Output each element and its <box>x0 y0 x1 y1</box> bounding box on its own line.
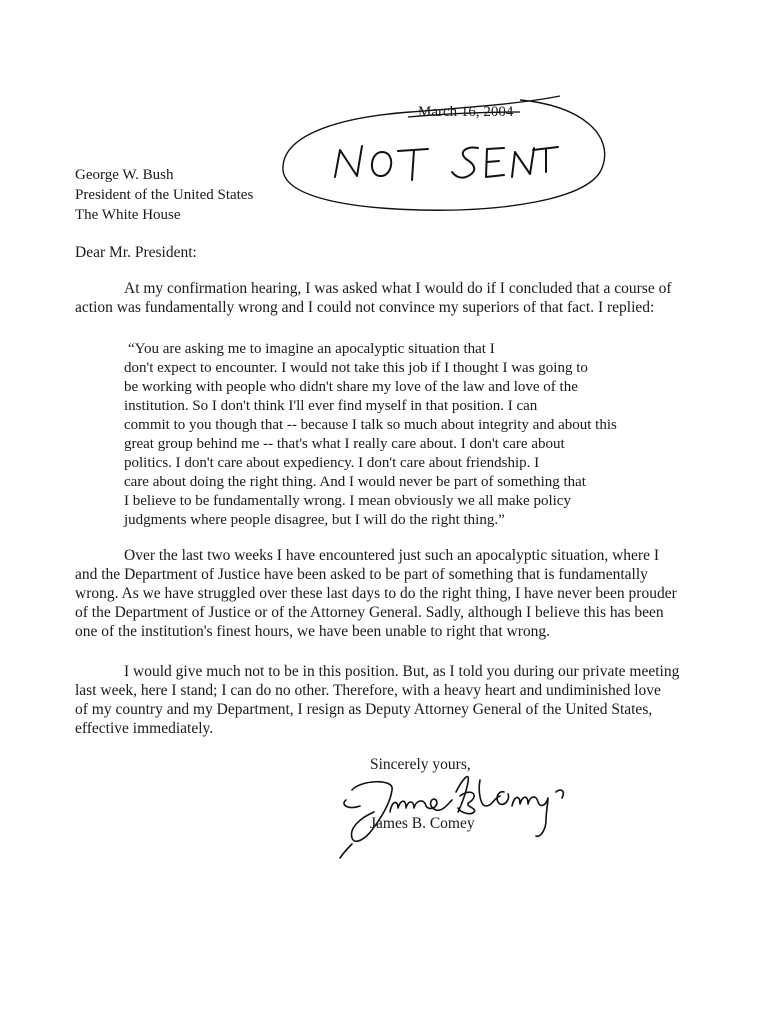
paragraph-line: effective immediately. <box>75 720 214 737</box>
signer-name: James B. Comey <box>370 815 475 832</box>
quotation-block <box>124 340 684 530</box>
paragraph-line: I would give much not to be in this position. But, as I told you during our private meeting <box>124 663 680 680</box>
quote-line: “You are asking me to imagine an apocalyptic situation that I <box>128 341 495 357</box>
letter-date: March 16, 2004 <box>418 104 514 120</box>
quote-line: care about doing the right thing. And I would never be part of something that <box>124 474 586 490</box>
quote-line: I believe to be fundamentally wrong. I mean obviously we all make policy <box>124 493 571 509</box>
recipient-title: President of the United States <box>75 187 254 203</box>
quote-line: commit to you though that -- because I talk so much about integrity and about this <box>124 417 617 433</box>
quote-line: be working with people who didn't share my love of the law and love of the <box>124 379 578 395</box>
paragraph-3 <box>75 662 715 738</box>
quote-line: great group behind me -- that's what I really care about. I don't care about <box>124 436 565 452</box>
quote-line: don't expect to encounter. I would not take this job if I thought I was going to <box>124 360 588 376</box>
recipient-name: George W. Bush <box>75 167 174 183</box>
paragraph-line: last week, here I stand; I can do no other. Therefore, with a heavy heart and undiminished love <box>75 682 661 699</box>
salutation: Dear Mr. President: <box>75 244 197 261</box>
quote-line: politics. I don't care about expediency. I don't care about friendship. I <box>124 455 540 471</box>
not-sent-stamp <box>335 146 558 180</box>
recipient-block <box>75 165 253 225</box>
paragraph-line: Over the last two weeks I have encountered just such an apocalyptic situation, where I <box>124 547 659 564</box>
paragraph-line: action was fundamentally wrong and I could not convince my superiors of that fact. I replied: <box>75 299 655 316</box>
paragraph-line: and the Department of Justice have been asked to be part of something that is fundamentally <box>75 566 648 583</box>
quote-line: institution. So I don't think I'll ever find myself in that position. I can <box>124 398 538 414</box>
paragraph-line: of the Department of Justice or of the Attorney General. Sadly, although I believe this has been <box>75 604 664 621</box>
paragraph-line: wrong. As we have struggled over these last days to do the right thing, I have never been prouder <box>75 585 677 602</box>
paragraph-1 <box>75 279 715 317</box>
paragraph-line: of my country and my Department, I resign as Deputy Attorney General of the United States, <box>75 701 653 718</box>
quote-line: judgments where people disagree, but I will do the right thing.” <box>124 512 505 528</box>
paragraph-line: one of the institution's finest hours, we have been unable to right that wrong. <box>75 623 551 640</box>
paragraph-line: At my confirmation hearing, I was asked what I would do if I concluded that a course of <box>124 280 672 297</box>
recipient-address: The White House <box>75 207 181 223</box>
paragraph-2 <box>75 546 715 641</box>
closing: Sincerely yours, <box>370 756 471 773</box>
